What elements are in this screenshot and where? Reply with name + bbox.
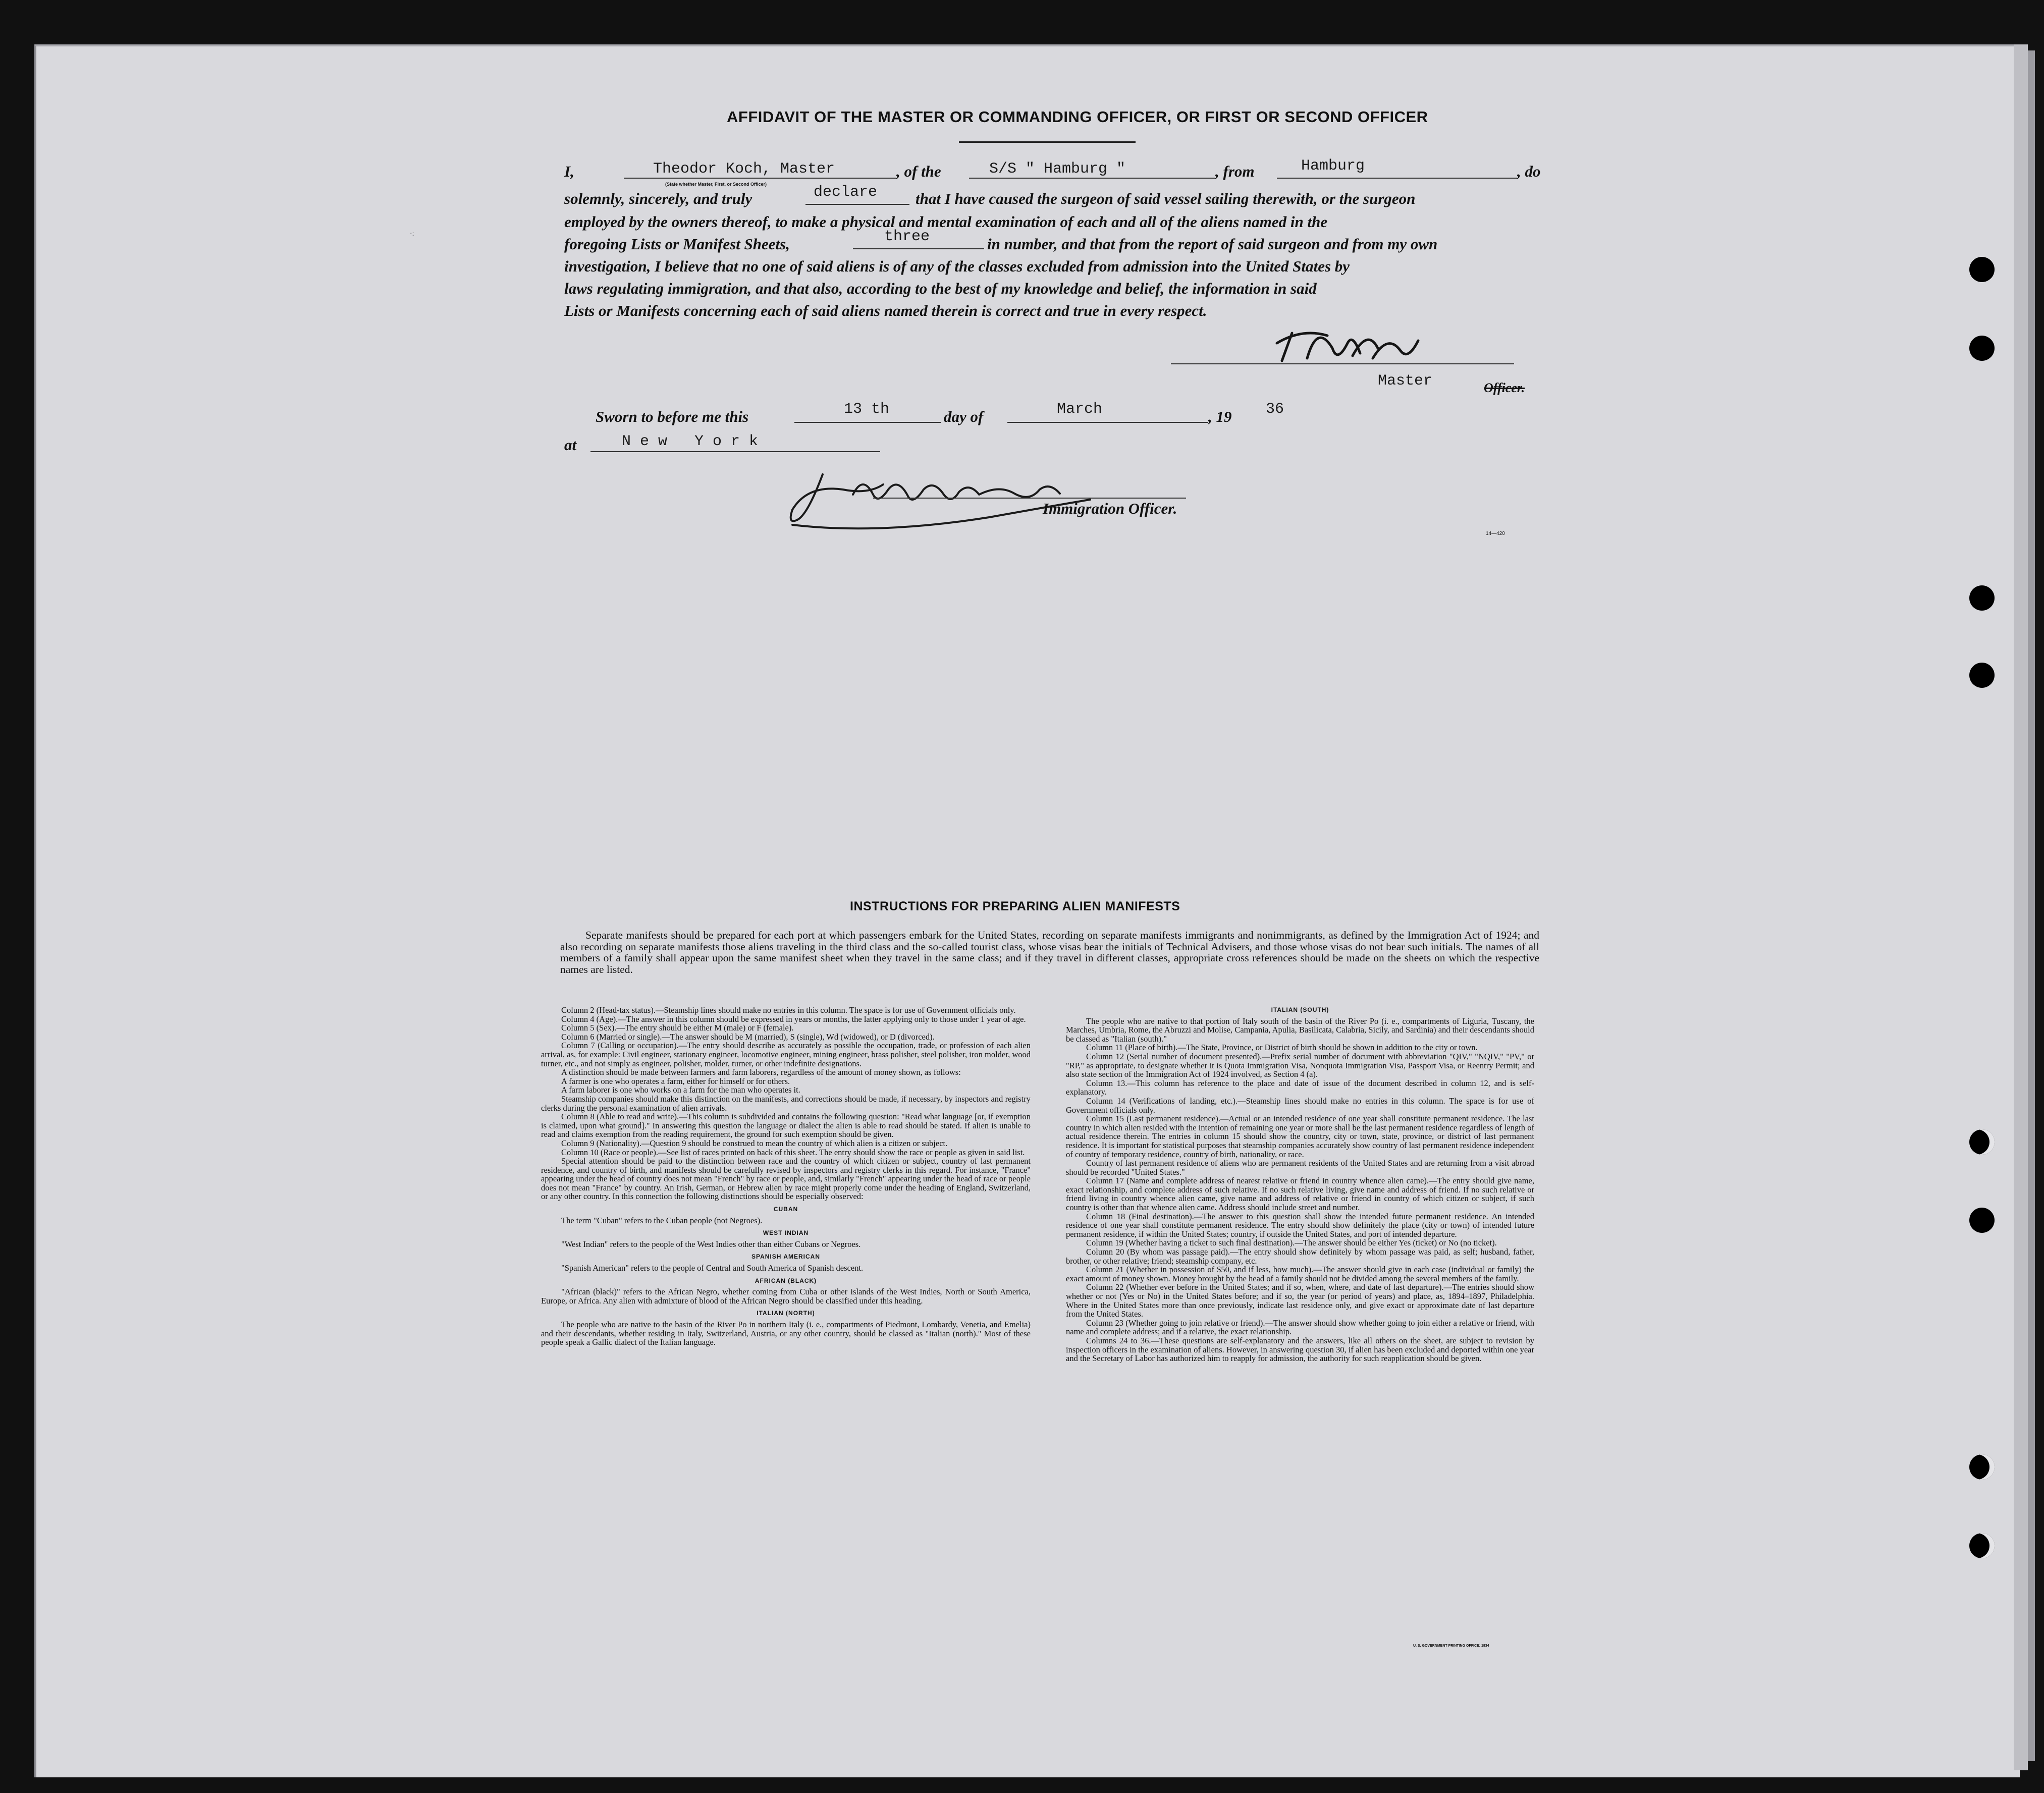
instr-steamship-distinction: Steamship companies should make this distinction on the manifests, and corrections should be made, if necessary, by inspectors and registry clerks during the personal examination of alien arrivals. xyxy=(541,1094,1031,1113)
officer-name: Theodor Koch, Master xyxy=(653,160,835,178)
officer-rank-note: (State whether Master, First, or Second Officer) xyxy=(665,182,767,187)
heading-west-indian: WEST INDIAN xyxy=(763,1229,809,1237)
instr-farm-laborer: A farm laborer is one who works on a farm for the man who operates it. xyxy=(561,1085,800,1095)
instr-italian-north: The people who are native to the basin of the River Po in northern Italy (i. e., compartments of Piedmont, Lombardy, Venetia, and Emelia) and their descendants, whether residing in Italy, Switzerland, Austria, or any other country, should be classed as "Italian (north)." Most of these people speak a Gallic dialect of the Italian language. xyxy=(541,1320,1031,1347)
instr-col11: Column 11 (Place of birth).—The State, Province, or District of birth should be shown in addition to the city or town. xyxy=(1086,1043,1478,1053)
sheet-count-line xyxy=(853,248,984,249)
form-number: 14—420 xyxy=(1486,531,1505,536)
binder-hole xyxy=(1969,1208,1995,1233)
instr-african: "African (black)" refers to the African Negro, whether coming from Cuba or other islands of the West Indies, North or South America, Europe, or Africa. Any alien with admixture of blood of the African Negro should be classified under this heading. xyxy=(541,1287,1031,1306)
text-do: , do xyxy=(1517,162,1541,180)
heading-african: AFRICAN (BLACK) xyxy=(755,1277,817,1284)
text-line3: employed by the owners thereof, to make a physical and mental examination of each and all of the aliens named in the xyxy=(564,213,1328,231)
text-i: I, xyxy=(564,162,574,180)
instr-col2: Column 2 (Head-tax status).—Steamship lines should make no entries in this column. The space is for use of Government officials only. xyxy=(561,1005,1016,1015)
immigration-officer-label: Immigration Officer. xyxy=(1043,500,1177,517)
instr-col4: Column 4 (Age).—The answer in this column should be expressed in years or months, the latter applying only to those under 1 year of age. xyxy=(561,1014,1026,1024)
instr-col7: Column 7 (Calling or occupation).—The entry should describe as accurately as possible the occupation, trade, or profession of each alien arrival, as, for example: Civil engineer, stationary engineer, locomotive engineer, mining engineer, brass polisher, steel polisher, iron molder, wood turner, etc., and not simply as engineer, polisher, molder, turner, or other indefinite designations. xyxy=(541,1041,1031,1068)
scan-speck: ·: xyxy=(410,230,414,238)
text-line6: laws regulating immigration, and that also, according to the best of my knowledge and belief, the information in said xyxy=(564,280,1317,297)
binder-hole xyxy=(1969,663,1995,688)
instr-cuban: The term "Cuban" refers to the Cuban people (not Negroes). xyxy=(561,1215,763,1225)
text-19: , 19 xyxy=(1208,408,1232,425)
binder-hole xyxy=(1969,585,1995,611)
instr-col17: Column 17 (Name and complete address of nearest relative or friend in country whence alien came).—The entry should give name, exact relationship, and complete address of such relative. If no such relative living, give name and address of friend. If no such relative or friend living in country whence alien came, give name and address of relative or friend in country of which citizen or subject, if such country is other than that whence alien came. Address should include street and number. xyxy=(1066,1176,1534,1213)
instr-col24-36: Columns 24 to 36.—These questions are self-explanatory and the answers, like all others on the sheet, are subject to revision by inspection officers in the examination of aliens. However, in answering question 30, if alien has been excluded and deported within one year and the Secretary of Labor has authorized him to reapply for admission, the authority for such reapplication should be given. xyxy=(1066,1335,1534,1364)
instr-farmer: A farmer is one who operates a farm, either for himself or for others. xyxy=(561,1076,790,1086)
binder-hole xyxy=(1969,1129,1995,1155)
instr-spanish-american: "Spanish American" refers to the people of Central and South America of Spanish descent. xyxy=(561,1263,864,1273)
instr-col10: Column 10 (Race or people).—See list of races printed on back of this sheet. The entry should show the race or people as given in said list. xyxy=(561,1147,1025,1157)
officer-rank: Master xyxy=(1378,372,1433,390)
master-signature-line xyxy=(1171,363,1514,364)
text-solemnly: solemnly, sincerely, and truly xyxy=(564,190,752,207)
vessel-name-line xyxy=(969,178,1215,179)
sheet-count: three xyxy=(884,228,930,245)
instructions-left-column xyxy=(541,1006,1031,1347)
instr-farm-distinction: A distinction should be made between farmers and farm laborers, regardless of the amount of money shown, as follows: xyxy=(561,1067,961,1077)
declare-line xyxy=(805,204,909,205)
instr-col20: Column 20 (By whom was passage paid).—The entry should show definitely by whom passage was paid, as self; husband, father, brother, or other relative; friend; steamship company, etc. xyxy=(1066,1247,1534,1266)
text-at: at xyxy=(564,436,577,454)
text-line4a: foregoing Lists or Manifest Sheets, xyxy=(564,235,790,253)
instr-west-indian: "West Indian" refers to the people of the West Indies other than either Cubans or Negroes. xyxy=(561,1239,861,1249)
instr-col21: Column 21 (Whether in possession of $50, and if less, how much).—The answer should give in each case (individual or family) the exact amount of money shown. Money brought by the head of a family should not be divided among the several members of the family. xyxy=(1066,1265,1534,1283)
binder-hole xyxy=(1969,257,1995,282)
instr-col23: Column 23 (Whether going to join relative or friend).—The answer should show whether going to join either a relative or friend, with name and complete address; and if a relative, the exact relationship. xyxy=(1066,1318,1534,1337)
text-line5: investigation, I believe that no one of said aliens is of any of the classes excluded from admission into the United States by xyxy=(564,257,1350,275)
instr-col13: Column 13.—This column has reference to the place and date of issue of the document described in column 12, and is self-explanatory. xyxy=(1066,1078,1534,1097)
instructions-title: INSTRUCTIONS FOR PREPARING ALIEN MANIFESTS xyxy=(850,899,1180,913)
page-edge-shadow xyxy=(2028,50,2035,1761)
sworn-month: March xyxy=(1057,401,1103,418)
instr-col19: Column 19 (Whether having a ticket to such final destination).—The answer should be either Yes (ticket) or No (no ticket). xyxy=(1086,1238,1497,1248)
instr-returning-residents: Country of last permanent residence of aliens who are permanent residents of the United States and are returning from a visit abroad should be recorded "United States." xyxy=(1066,1158,1534,1177)
instr-race-attention: Special attention should be paid to the distinction between race and the country of which citizen or subject, country of last permanent residence, and country of birth, and manifests should be carefully revised by inspectors and registry clerks in this regard. For instance, "France" appearing under the head of country does not mean "French" by race or people, and, similarly "French" appearing under the head of race or people does not mean "France" by country. An Irish, German, or Hebrew alien by race might properly come under the heading of England, Switzerland, or any other country. In this connection the following distinctions should be especially observed: xyxy=(541,1156,1031,1202)
title-rule xyxy=(959,141,1136,143)
sworn-day: 13 th xyxy=(844,401,890,418)
officer-name-line xyxy=(624,178,896,179)
text-line7: Lists or Manifests concerning each of said aliens named therein is correct and true in every respect. xyxy=(564,302,1207,319)
immigration-officer-signature xyxy=(777,454,1141,540)
text-day-of: day of xyxy=(944,408,984,425)
sworn-place: N e w Y o r k xyxy=(622,433,759,450)
sworn-day-line xyxy=(794,422,941,423)
sworn-year: 36 xyxy=(1266,401,1284,418)
text-from: , from xyxy=(1215,162,1255,180)
sworn-place-line xyxy=(590,451,880,452)
instr-col8: Column 8 (Able to read and write).—This column is subdivided and contains the following question: "Read what language [or, if exemption is claimed, upon what ground]." In answering this question the language or dialect the alien is able to read should be stated. If alien is unable to read and claims exemption from the reading requirement, the ground for such exemption should be given. xyxy=(541,1112,1031,1139)
printing-office-note: U. S. GOVERNMENT PRINTING OFFICE: 1934 xyxy=(1413,1644,1489,1648)
master-signature xyxy=(1272,313,1489,373)
instr-col5: Column 5 (Sex).—The entry should be either M (male) or F (female). xyxy=(561,1023,794,1033)
departure-port-line xyxy=(1277,178,1517,179)
heading-spanish-american: SPANISH AMERICAN xyxy=(751,1253,820,1261)
heading-cuban: CUBAN xyxy=(773,1206,798,1213)
instr-italian-south: The people who are native to that portion of Italy south of the basin of the River Po (i. e., compartments of Liguria, Tuscany, the Marches, Umbria, Rome, the Abruzzi and Molise, Campania, Apulia, Basilicata, Calabria, Sicily, and Sardinia) and their descendants should be classed as "Italian (south)." xyxy=(1066,1016,1534,1044)
text-sworn: Sworn to before me this xyxy=(596,408,749,425)
affidavit-title: AFFIDAVIT OF THE MASTER OR COMMANDING OFFICER, OR FIRST OR SECOND OFFICER xyxy=(727,108,1428,126)
immigration-officer-line xyxy=(873,498,1186,499)
instr-col18: Column 18 (Final destination).—The answer to this question shall show the intended future permanent residence. An intended residence of one year shall constitute permanent residence. The entry should show definitely the place (city or town) of intended future permanent residence, if within the United States; country, if outside the United States, and port of intended departure. xyxy=(1066,1211,1534,1239)
officer-word: Officer. xyxy=(1484,381,1525,395)
binder-hole xyxy=(1969,336,1995,361)
heading-italian-south: ITALIAN (SOUTH) xyxy=(1271,1006,1329,1013)
page-edge xyxy=(2014,44,2028,1770)
instr-col9: Column 9 (Nationality).—Question 9 should be construed to mean the country of which alien is a citizen or subject. xyxy=(561,1138,948,1148)
declare-word: declare xyxy=(814,184,878,201)
text-line2: that I have caused the surgeon of said vessel sailing therewith, or the surgeon xyxy=(916,190,1416,207)
vessel-name: S/S " Hamburg " xyxy=(989,160,1126,178)
instr-col12: Column 12 (Serial number of document presented).—Prefix serial number of document with abbreviation "QIV," "NQIV," "PV," or "RP," as appropriate, to designate whether it is Quota Immigration Visa, Nonquota Immigration Visa, Passport Visa, or Reentry Permit; and also state section of the Immigration Act of 1924 involved, as Section 4 (a). xyxy=(1066,1051,1534,1079)
instructions-intro: Separate manifests should be prepared for each port at which passengers embark for the United States, recording on separate manifests immigrants and nonimmigrants, as defined by the Immigration Act of 1924; and also recording on separate manifests those aliens traveling in the third class and the so-called tourist class, whose visas bear the initials of Technical Advisers, and those whose visas do not bear such initials. The names of all members of a family shall appear upon the same manifest sheet when they travel in the same class; and if they travel in different classes, appropriate cross references should be made on the sheets on which the respective names are listed. xyxy=(560,929,1539,975)
instr-col6: Column 6 (Married or single).—The answer should be M (married), S (single), Wd (widowed), or D (divorced). xyxy=(561,1031,935,1042)
binder-hole xyxy=(1969,1533,1995,1558)
departure-port: Hamburg xyxy=(1301,157,1365,175)
instr-col14: Column 14 (Verifications of landing, etc.).—Steamship lines should make no entries in this column. The space is for use of Government officials only. xyxy=(1066,1096,1534,1115)
heading-italian-north: ITALIAN (NORTH) xyxy=(757,1310,815,1317)
text-of-the: , of the xyxy=(896,162,941,180)
binder-hole xyxy=(1969,1454,1995,1480)
instr-col15: Column 15 (Last permanent residence).—Actual or an intended residence of one year shall constitute permanent residence. The last country in which alien resided with the intention of remaining one year or more shall be the last permanent residence regardless of length of actual residence therein. The entries in column 15 should show the country, city or town, state, province, or district of last permanent residence. It is important for statistical purposes that steamship companies accurately show country of last permanent residence independent of country of temporary residence, country of birth, nationality, or race. xyxy=(1066,1114,1534,1159)
sworn-month-line xyxy=(1007,422,1208,423)
instructions-right-column xyxy=(1066,1006,1534,1363)
text-line4b: in number, and that from the report of said surgeon and from my own xyxy=(987,235,1438,253)
instr-col22: Column 22 (Whether ever before in the United States; and if so, when, where, and date of last departure).—The entries should show whether or not (Yes or No) in the United States before; and if so, the year (or period of years) and place, as, 1894–1897, Philadelphia. Where in the United States more than once previously, indicate last residence only, and give exact or approximate date of last departure from the United States. xyxy=(1066,1282,1534,1319)
